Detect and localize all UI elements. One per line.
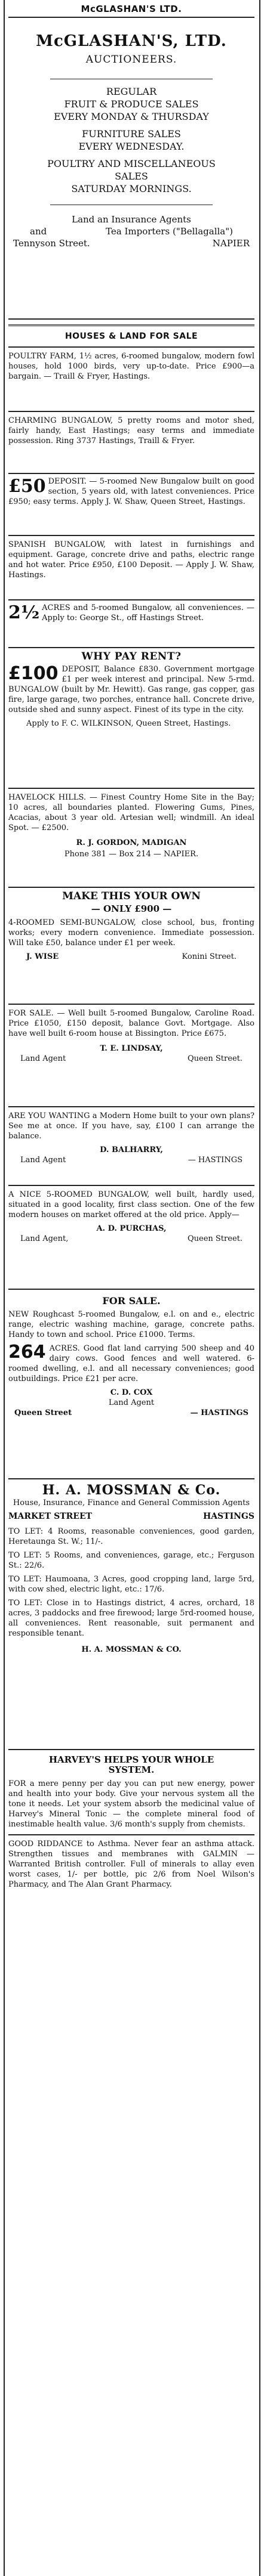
mossman-town: HASTINGS: [202, 1512, 254, 1521]
cox-address: [8, 1408, 254, 1418]
mcglashan-title: McGLASHAN'S, LTD.: [36, 32, 227, 50]
section-title: HOUSES & LAND FOR SALE: [65, 332, 198, 341]
to-let-item: TO LET: 5 Rooms, and conveniences, garage, etc.; Ferguson St.: 22/6.: [8, 1551, 254, 1570]
section-heading: [8, 324, 254, 348]
balharry-address: [8, 1155, 254, 1165]
purchas-title: Land Agent,: [20, 1234, 69, 1243]
listing-semi-bungalow: [8, 888, 254, 1005]
wise-street: Konini Street.: [182, 952, 237, 961]
havelock-phone: Phone 381 — Box 214 — NAPIER.: [64, 850, 199, 859]
harvey-heading: HARVEY'S HELPS YOUR WHOLE: [48, 1754, 214, 1765]
importers-and: and: [30, 226, 47, 237]
listing-text: A NICE 5-ROOMED BUNGALOW, well built, hardly used, situated in a good locality, first class section. One of the few modern houses on market offered at the old price. Apply—: [8, 1190, 254, 1219]
harvey-text: FOR a mere penny per day you can put new energy, power and health into your body. Give your nervous system all the tone it needs. Let your system absorb the medicinal value of Harvey's Mineral Tonic — the complete mineral food of inestimable health value. 3/6 month's supply from chemists.: [8, 1779, 254, 1829]
listing-havelock-hills: [8, 789, 254, 888]
listing-text: ACRES. Good flat land carrying 500 sheep and 40 dairy cows. Good fences and well watered. 6-roomed dwelling, e.l. and all necessary conveniences; good outbuildings. Price £21 per acre.: [8, 1344, 254, 1383]
mossman-ad: [8, 1479, 254, 1750]
address-street: Tennyson Street.: [13, 238, 90, 249]
sales-line: SATURDAY MORNINGS.: [71, 183, 192, 194]
acres-264-block: [8, 1343, 254, 1384]
mcglashan-ad: [8, 18, 254, 320]
ad-column: [8, 0, 254, 1890]
sales-line: REGULAR: [106, 86, 157, 97]
listing-text: SPANISH BUNGALOW, with latest in furnishings and equipment. Garage, concrete drive and paths, electric range and hot water. Price £950, £100 Deposit. — Apply J. W. Shaw, Hastings.: [8, 540, 254, 580]
lindsay-signature: T. E. LINDSAY,: [100, 1044, 163, 1053]
mossman-address: [8, 1512, 254, 1522]
rent-apply: Apply to F. C. WILKINSON, Queen Street, Hastings.: [26, 719, 231, 728]
sales-schedule: [8, 85, 254, 195]
sales-line: FURNITURE SALES: [82, 128, 181, 140]
balharry-signature: D. BALHARRY,: [100, 1145, 163, 1154]
to-let-item: TO LET: 4 Rooms, reasonable conveniences, good garden, Heretaunga St. W.; 11/-.: [8, 1527, 254, 1546]
listing-text: POULTRY FARM, 1½ acres, 6-roomed bungalow, modern fowl houses, hold 1000 birds, very up-to-date. Price £900—a bargain. — Traill & Fryer, Hastings.: [8, 352, 254, 381]
havelock-signature: R. J. GORDON, MADIGAN: [76, 838, 187, 847]
purchas-street: Queen Street.: [187, 1234, 242, 1243]
mossman-street: MARKET STREET: [8, 1512, 93, 1521]
mossman-title: H. A. MOSSMAN & Co.: [42, 1482, 221, 1498]
lindsay-address: [8, 1054, 254, 1064]
sales-line: SALES: [115, 171, 148, 182]
wise-name: J. WISE: [26, 952, 59, 961]
balharry-town: — HASTINGS: [188, 1156, 242, 1165]
listing-text: ACRES and 5-roomed Bungalow, all conveniences. — Apply to: George St., off Hastings Street.: [42, 603, 254, 623]
listing-text: DEPOSIT, Balance £830. Government mortgage £1 per week interest and principal. New 5-rmd. BUNGALOW (built by Mr. Hewitt). Gas range, gas copper, gas fire, large garage, two porches, entrance hall. Concrete drive, outside shed and sunny aspect. Finest of its type in the city.: [8, 665, 254, 714]
listing-text: NEW Roughcast 5-roomed Bungalow, e.l. on and e., electric range, electric washing machine, garage, concrete paths. Handy to town and school. Price £1000. Terms.: [8, 1310, 254, 1339]
mcglashan-agents: Land an Insurance Agents: [72, 214, 191, 225]
masthead-title: McGLASHAN'S LTD.: [81, 4, 182, 14]
purchas-signature: A. D. PURCHAS,: [96, 1224, 167, 1233]
masthead: [8, 0, 254, 18]
mossman-signature: H. A. MOSSMAN & CO.: [81, 1645, 182, 1654]
harvey-heading-2: SYSTEM.: [108, 1764, 155, 1775]
to-let-item: TO LET: Close in to Hastings district, 4 acres, orchard, 18 acres, 3 paddocks and free firewood; large 5rd-roomed house, all conveniences. Rent reasonable, suit permanent and responsible tenant.: [8, 1599, 254, 1638]
cox-town: — HASTINGS: [190, 1408, 248, 1417]
mcglashan-importers: [8, 225, 254, 237]
mcglashan-subtitle: AUCTIONEERS.: [85, 54, 177, 66]
listing-text: HAVELOCK HILLS. — Finest Country Home Site in the Bay; 10 acres, all boundaries planted. Flowering Gums, Pines, Acacias, about 3 year old. Artesian well; windmill. An ideal Spot. — £2500.: [8, 793, 254, 832]
listing-poultry-farm: [8, 348, 254, 412]
listing-are-you-wanting: [8, 1107, 254, 1186]
importers-text: Tea Importers ("Bellagalla"): [106, 226, 233, 237]
wise-signature: [8, 952, 254, 962]
listing-nice-bungalow: [8, 1186, 254, 1290]
sales-line: EVERY WEDNESDAY.: [78, 141, 185, 152]
make-heading: MAKE THIS YOUR OWN: [62, 890, 201, 902]
mcglashan-address: [8, 237, 254, 249]
cox-street: Queen Street: [14, 1408, 72, 1417]
balharry-title: Land Agent: [20, 1156, 66, 1165]
make-price: — ONLY £900 —: [91, 903, 172, 914]
listing-two-acres: [8, 600, 254, 648]
to-let-item: TO LET: Haumoana, 3 Acres, good cropping land, large 5rd, with cow shed, electric light, etc.: 17/6.: [8, 1575, 254, 1594]
column-rule-right: [259, 0, 260, 2576]
acres-amount: 2½: [8, 602, 40, 623]
listing-charming-bungalow: [8, 412, 254, 474]
deposit-amount: £50: [8, 476, 46, 497]
listing-spanish-bungalow: [8, 536, 254, 600]
address-town: NAPIER: [212, 238, 250, 249]
forsale-heading: FOR SALE.: [102, 1295, 161, 1306]
cox-title: Land Agent: [108, 1398, 155, 1407]
lindsay-title: Land Agent: [20, 1054, 66, 1063]
sales-line: FRUIT & PRODUCE SALES: [64, 98, 199, 110]
rent-heading: WHY PAY RENT?: [81, 651, 182, 662]
good-riddance-text: GOOD RIDDANCE to Asthma. Never fear an asthma attack. Strengthen tissues and membranes with GALMIN — Warranted British controller. Full of minerals to allay even worst cases, 1/- per bottle, pic 2/6 from Noel Wilson's Pharmacy, and The Alan Grant Pharmacy.: [8, 1834, 254, 1890]
column-rule-left: [4, 0, 5, 2576]
mossman-description: House, Insurance, Finance and General Commission Agents: [13, 1498, 250, 1507]
listing-cox-for-sale: [8, 1290, 254, 1479]
listing-caroline-road: [8, 1005, 254, 1107]
listing-why-pay-rent: [8, 648, 254, 789]
acres-264-amount: 264: [8, 1342, 46, 1363]
listing-text: ARE YOU WANTING a Modern Home built to your own plans? See me at once. If you have, say, £100 I can arrange the balance.: [8, 1111, 254, 1141]
rent-deposit-amount: £100: [8, 663, 59, 684]
listing-text: CHARMING BUNGALOW, 5 pretty rooms and motor shed, fairly handy, East Hastings; easy terms and immediate possession. Ring 3737 Hastings, Traill & Fryer.: [8, 416, 254, 445]
sales-line: POULTRY AND MISCELLANEOUS: [47, 158, 216, 169]
lindsay-street: Queen Street.: [187, 1054, 242, 1063]
listing-text: 4-ROOMED SEMI-BUNGALOW, close school, bus, fronting works; every modern convenience. Immediate possession. Will take £50, balance under £1 per week.: [8, 918, 254, 948]
harvey-ad: [8, 1750, 254, 1890]
listing-text: FOR SALE. — Well built 5-roomed Bungalow, Caroline Road. Price £1050, £150 deposit, balance Govt. Mortgage. Also have well built 6-room house at Bissington. Price £675.: [8, 1009, 254, 1038]
listing-text: DEPOSIT. — 5-roomed New Bungalow built on good section, 5 years old, with latest conveniences. Price £950; easy terms. Apply J. W. Shaw, Queen Street, Hastings.: [8, 477, 254, 506]
cox-signature: C. D. COX: [110, 1388, 153, 1397]
sales-line: EVERY MONDAY & THURSDAY: [54, 111, 209, 122]
purchas-address: [8, 1234, 254, 1244]
listing-fifty-deposit: [8, 474, 254, 536]
